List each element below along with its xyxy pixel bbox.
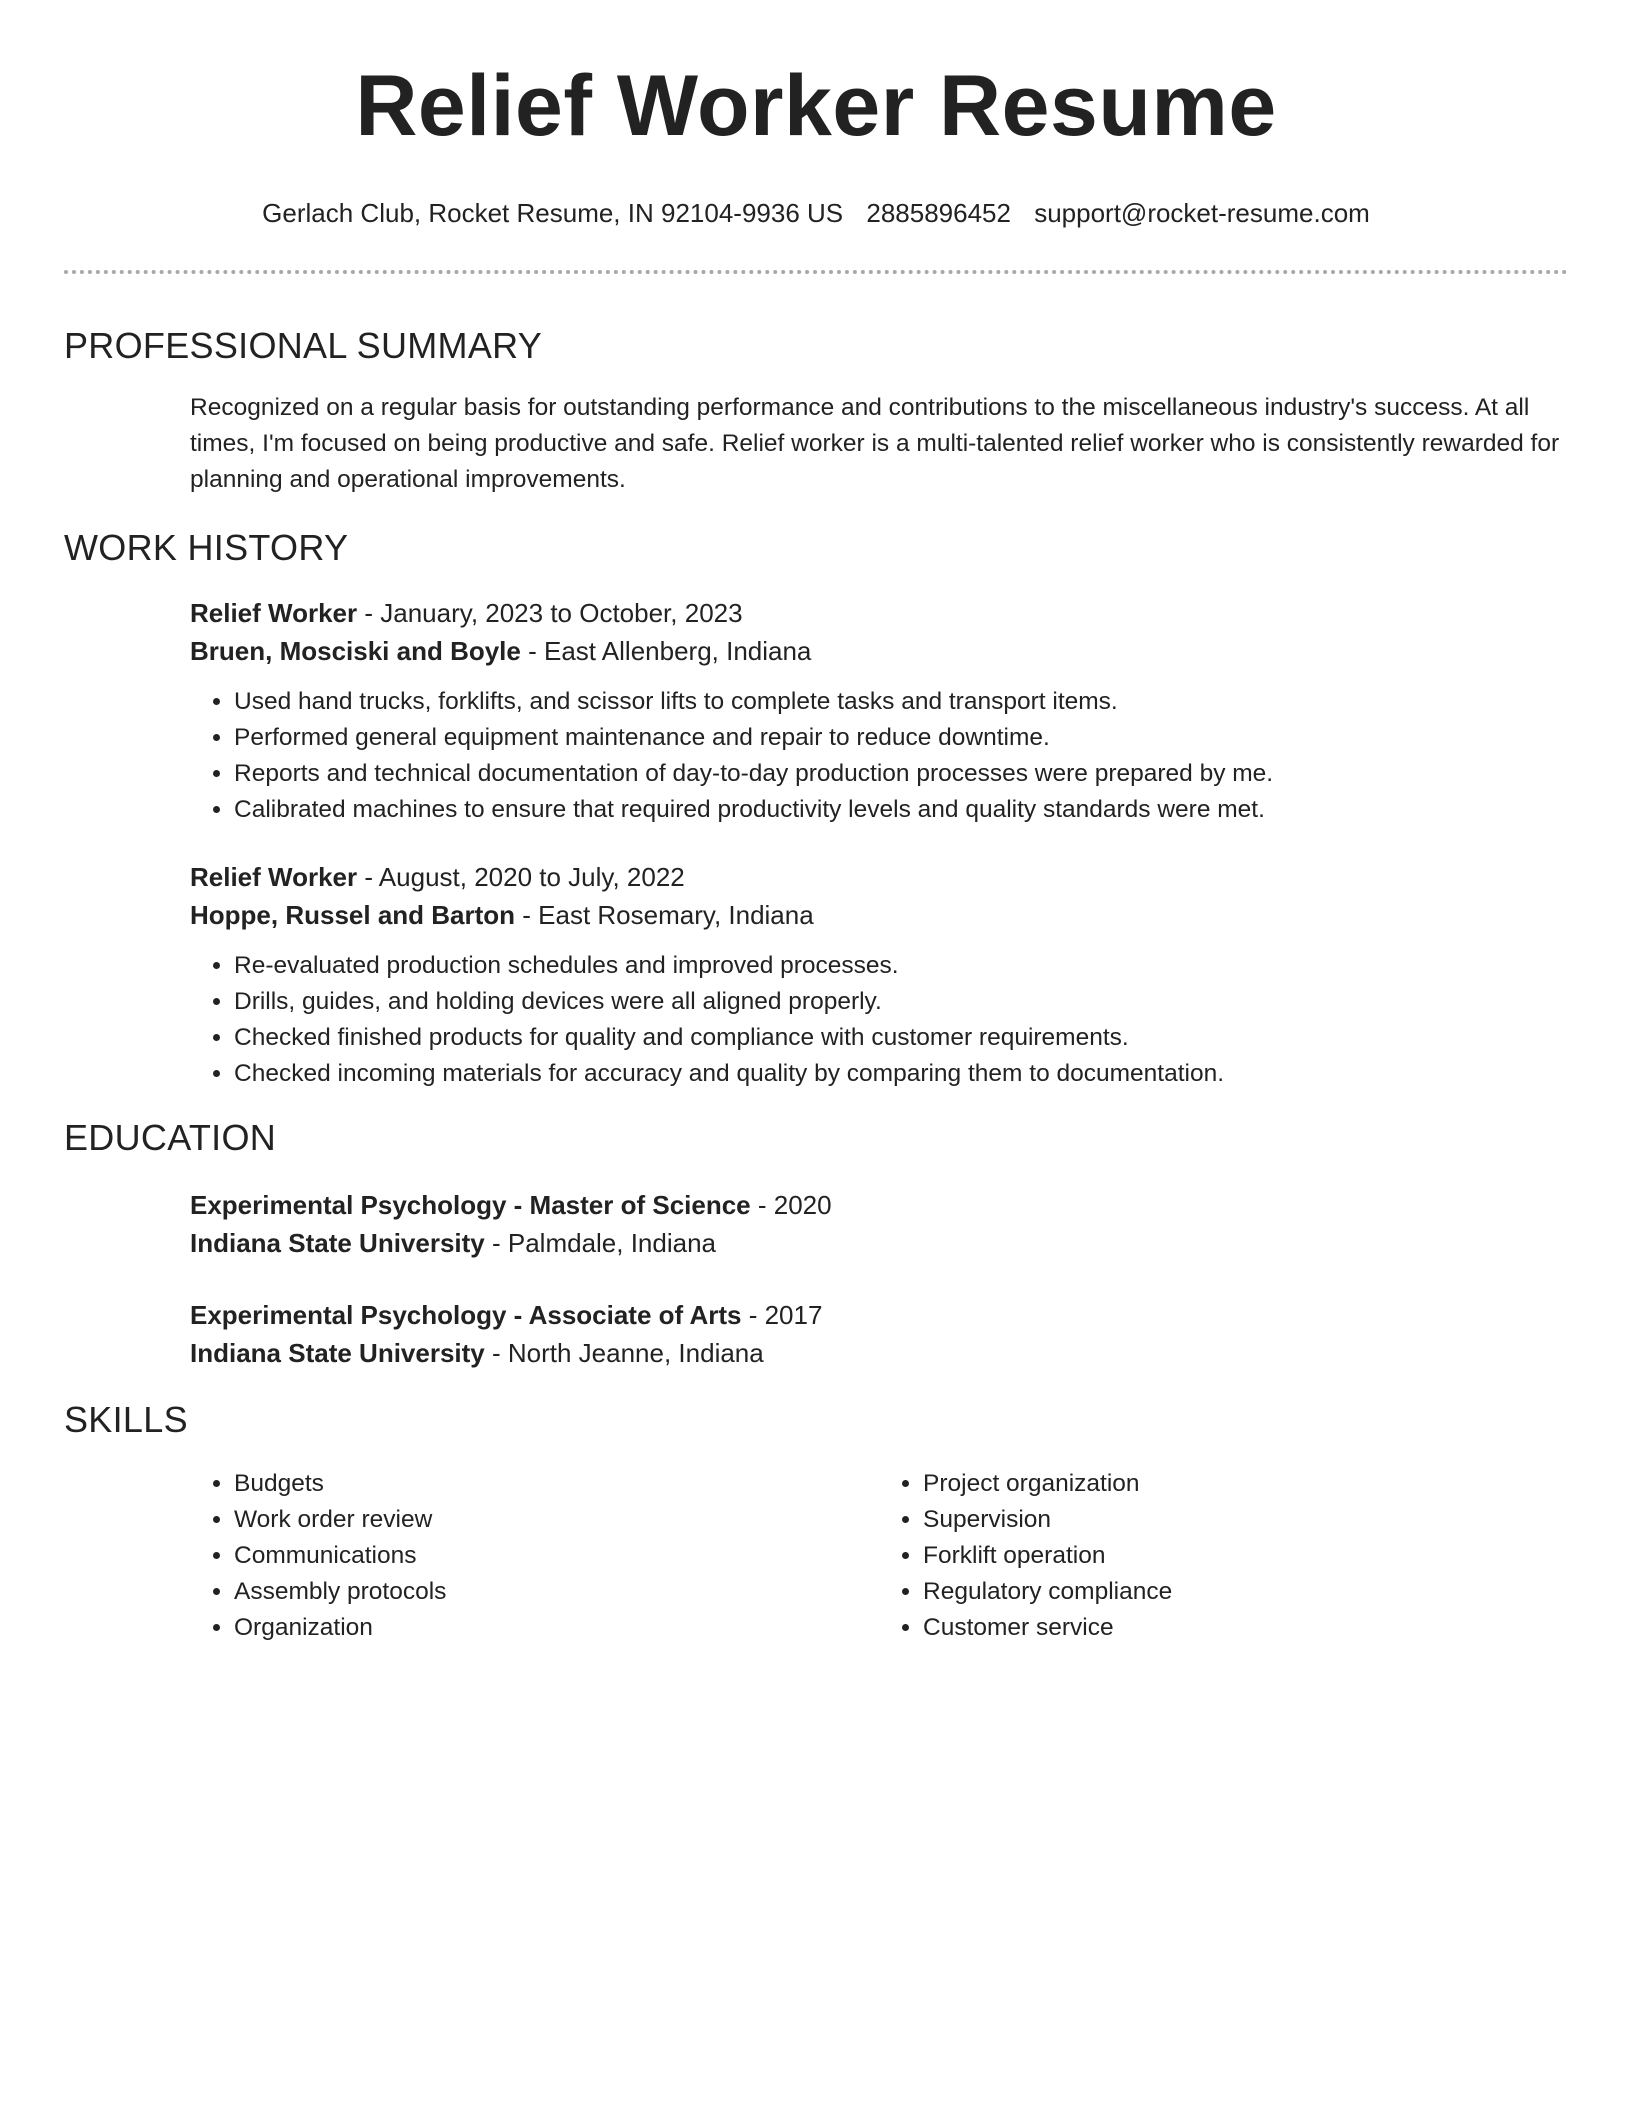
school-name: Indiana State University [190, 1228, 485, 1258]
skill-item: • Customer service [923, 1610, 1568, 1646]
contact-line [64, 198, 1568, 228]
job-duty: • Performed general equipment maintenance and repair to reduce downtime. [234, 720, 1568, 756]
contact-address: Gerlach Club, Rocket Resume, IN 92104-9936 US [262, 198, 844, 228]
job-dates: - August, 2020 to July, 2022 [357, 862, 685, 892]
job-company: Bruen, Mosciski and Boyle [190, 636, 521, 666]
header-divider [64, 270, 1568, 274]
skill-item: • Project organization [923, 1466, 1568, 1502]
education-heading: EDUCATION [64, 1117, 277, 1158]
job-duty: • Used hand trucks, forklifts, and scissor lifts to complete tasks and transport items. [234, 684, 1568, 720]
job-dates: - January, 2023 to October, 2023 [357, 598, 743, 628]
skills-heading: SKILLS [64, 1399, 188, 1440]
job-duties-list [190, 684, 1568, 828]
work-history-heading: WORK HISTORY [64, 527, 349, 568]
job-duty: • Calibrated machines to ensure that required productivity levels and quality standards were met. [234, 792, 1568, 828]
job-title-line [190, 858, 1568, 896]
resume-title: Relief Worker Resume [355, 58, 1277, 154]
school-name: Indiana State University [190, 1338, 485, 1368]
degree-line [190, 1296, 1568, 1334]
degree-year: - 2017 [741, 1300, 823, 1330]
contact-email: support@rocket-resume.com [1034, 198, 1370, 228]
job-duty: • Checked incoming materials for accuracy and quality by comparing them to documentation. [234, 1056, 1568, 1092]
job-duties-list [190, 948, 1568, 1092]
skill-item: • Regulatory compliance [923, 1574, 1568, 1610]
skills-list-right [879, 1466, 1568, 1646]
summary-section [64, 390, 1568, 498]
education-entry [190, 1296, 1568, 1372]
work-history-section [64, 594, 1568, 1092]
skill-item: • Work order review [234, 1502, 879, 1538]
summary-heading: PROFESSIONAL SUMMARY [64, 325, 543, 366]
job-duty: • Checked finished products for quality and compliance with customer requirements. [234, 1020, 1568, 1056]
skill-item: • Communications [234, 1538, 879, 1574]
job-location: - East Rosemary, Indiana [515, 900, 814, 930]
job-location: - East Allenberg, Indiana [520, 636, 812, 666]
job-duty: • Drills, guides, and holding devices were all aligned properly. [234, 984, 1568, 1020]
education-section [64, 1186, 1568, 1372]
degree-name: Experimental Psychology - Master of Science [190, 1190, 751, 1220]
skill-item: • Budgets [234, 1466, 879, 1502]
contact-phone: 2885896452 [866, 198, 1011, 228]
education-entry [190, 1186, 1568, 1262]
skills-list-left [190, 1466, 879, 1646]
job-duty: • Reports and technical documentation of day-to-day production processes were prepared by me. [234, 756, 1568, 792]
skill-item: • Organization [234, 1610, 879, 1646]
degree-year: - 2020 [750, 1190, 832, 1220]
job-duty: • Re-evaluated production schedules and improved processes. [234, 948, 1568, 984]
degree-line [190, 1186, 1568, 1224]
skill-item: • Forklift operation [923, 1538, 1568, 1574]
job-title-line [190, 594, 1568, 632]
job-title: Relief Worker [190, 862, 358, 892]
job-entry [190, 858, 1568, 1092]
degree-name: Experimental Psychology - Associate of Arts [190, 1300, 742, 1330]
school-location: - Palmdale, Indiana [484, 1228, 717, 1258]
job-company-line [190, 632, 1568, 670]
job-entry [190, 594, 1568, 828]
summary-text: Recognized on a regular basis for outstanding performance and contributions to the miscellaneous industry's success. At all times, I'm focused on being productive and safe. Relief worker is a multi-talented relief worker who is consistently rewarded for planning and operational improvements. [190, 394, 1560, 493]
skills-grid [190, 1466, 1568, 1646]
job-company-line [190, 896, 1568, 934]
school-line [190, 1224, 1568, 1262]
school-line [190, 1334, 1568, 1372]
skills-section [64, 1466, 1568, 1646]
job-title: Relief Worker [190, 598, 358, 628]
job-company: Hoppe, Russel and Barton [190, 900, 516, 930]
skill-item: • Supervision [923, 1502, 1568, 1538]
skill-item: • Assembly protocols [234, 1574, 879, 1610]
school-location: - North Jeanne, Indiana [484, 1338, 764, 1368]
